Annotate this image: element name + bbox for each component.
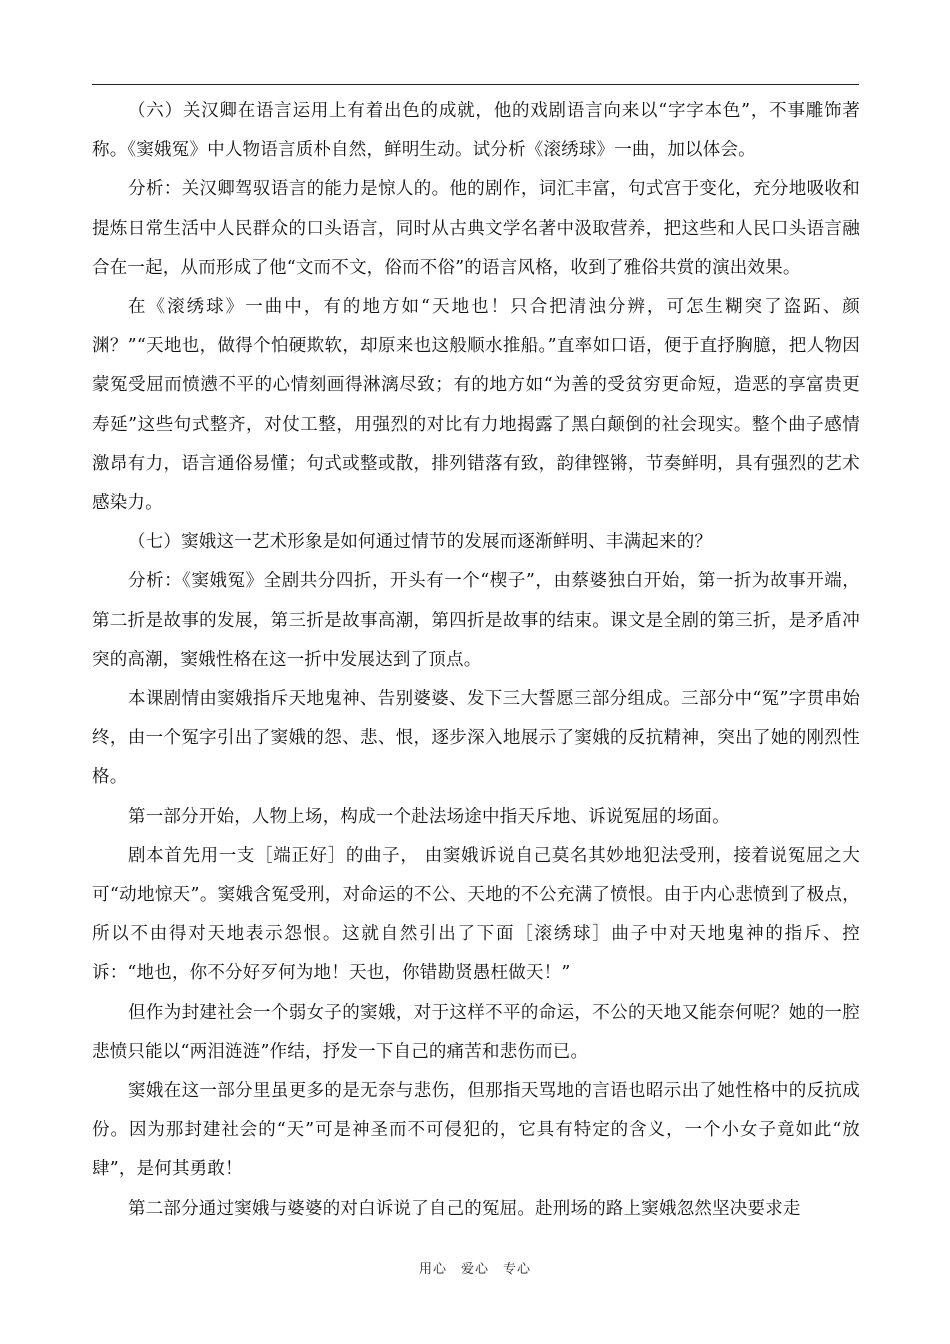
paragraph: 本课剧情由窦娥指斥天地鬼神、告别婆婆、发下三大誓愿三部分组成。三部分中“冤”字贯串始终，由一个冤字引出了窦娥的怨、悲、恨，逐步深入地展示了窦娥的反抗精神，突出了她的刚烈性格。 [92, 689, 860, 788]
header-rule [92, 84, 859, 85]
paragraph: 分析：关汉卿驾驭语言的能力是惊人的。他的剧作，词汇丰富，句式宫于变化，充分地吸收和提炼日常生活中人民群众的口头语言，同时从古典文学名著中汲取营养，把这些和人民口头语言融合在一起，从而形成了他“文而不文，俗而不俗”的语言风格，收到了雅俗共赏的演出效果。 [92, 179, 860, 278]
paragraph: （七）窦娥这一艺术形象是如何通过情节的发展而逐渐鲜明、丰满起来的？ [128, 532, 713, 553]
paragraph: 分析：《窦娥冤》全剧共分四折，开头有一个“楔子”，由蔡婆独白开始，第一折为故事开端，第二折是故事的发展，第三折是故事高潮，第四折是故事的结束。课文是全剧的第三折，是矛盾冲突的高潮，窦娥性格在这一折中发展达到了顶点。 [92, 571, 860, 670]
document-body [92, 92, 860, 1229]
paragraph: 第二部分通过窦娥与婆婆的对白诉说了自己的冤屈。赴刑场的路上窦娥忽然坚决要求走 [128, 1198, 801, 1219]
page-footer: 用心 爱心 专心 [418, 1262, 531, 1277]
paragraph: 但作为封建社会一个弱女子的窦娥，对于这样不平的命运，不公的天地又能奈何呢？她的一腔悲愤只能以“两泪涟涟”作结，抒发一下自己的痛苦和悲伤而已。 [92, 1002, 860, 1062]
paragraph: 窦娥在这一部分里虽更多的是无奈与悲伤，但那指天骂地的言语也昭示出了她性格中的反抗成份。因为那封建社会的“天”可是神圣而不可侵犯的，它具有特定的含义，一个小女子竟如此“放肆”，是何其勇敢！ [92, 1081, 860, 1180]
paragraph: （六）关汉卿在语言运用上有着出色的成就，他的戏剧语言向来以“字字本色”，不事雕饰著称。《窦娥冤》中人物语言质朴自然，鲜明生动。试分析《滚绣球》一曲，加以体会。 [92, 101, 860, 161]
paragraph: 在《滚绣球》一曲中，有的地方如“天地也！只合把清浊分辨，可怎生糊突了盗跖、颜渊？”“天地也，做得个怕硬欺软，却原来也这般顺水推船。”直率如口语，便于直抒胸臆，把人物因蒙冤受屈而愤懑不平的心情刻画得淋漓尽致；有的地方如“为善的受贫穷更命短，造恶的享富贵更寿延”这些句式整齐，对仗工整，用强烈的对比有力地揭露了黑白颠倒的社会现实。整个曲子感情激昂有力，语言通俗易懂；句式或整或散，排列错落有致，韵律铿锵，节奏鲜明，具有强烈的艺术感染力。 [92, 297, 860, 514]
paragraph: 第一部分开始，人物上场，构成一个赴法场途中指天斥地、诉说冤屈的场面。 [128, 806, 730, 827]
paragraph: 剧本首先用一支［端正好］的曲子， 由窦娥诉说自己莫名其妙地犯法受刑，接着说冤屈之大可“动地惊天”。窦娥含冤受刑，对命运的不公、天地的不公充满了愤恨。由于内心悲愤到了极点，所以不由得对天地表示怨恨。这就自然引出了下面［滚绣球］曲子中对天地鬼神的指斥、控诉：“地也，你不分好歹何为地！天也，你错勘贤愚枉做天！” [92, 845, 860, 984]
